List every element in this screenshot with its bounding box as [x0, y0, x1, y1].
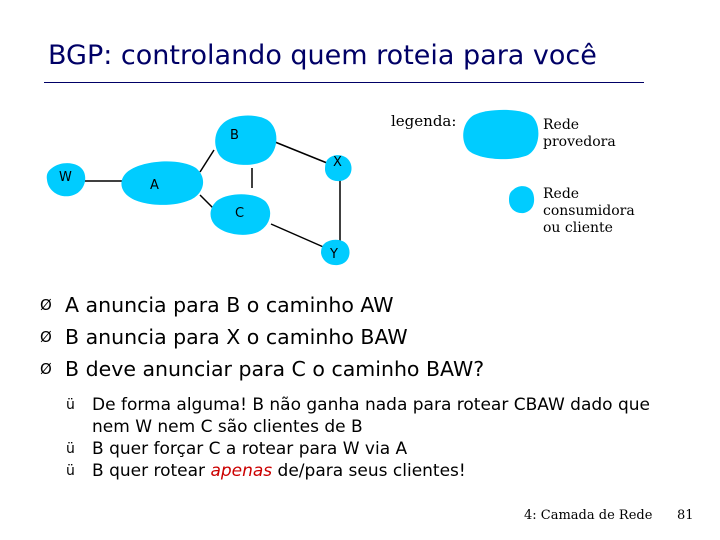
- node-label-a: A: [150, 178, 159, 193]
- legend-customer-label: Rede consumidora ou cliente: [543, 186, 635, 236]
- sub-bullet-item: ü B quer forçar C a rotear para W via A: [66, 439, 408, 459]
- legend-provider-swatch: [463, 110, 538, 159]
- node-label-w: W: [59, 170, 72, 185]
- highlight-apenas: apenas: [210, 461, 273, 481]
- network-a: [121, 161, 203, 205]
- link-a-c: [200, 195, 214, 209]
- page-number: 81: [677, 508, 694, 523]
- network-b: [215, 115, 276, 164]
- link-a-b: [200, 150, 214, 172]
- link-b-x: [275, 142, 332, 165]
- checkmark-icon: ü: [66, 397, 75, 413]
- arrow-bullet-icon: Ø: [40, 328, 52, 346]
- legend-heading: legenda:: [391, 112, 457, 130]
- sub-bullet-list: [66, 394, 666, 482]
- node-label-c: C: [235, 206, 245, 221]
- checkmark-icon: ü: [66, 441, 75, 457]
- arrow-bullet-icon: Ø: [40, 360, 52, 378]
- checkmark-icon: ü: [66, 463, 75, 479]
- node-label-x: X: [333, 155, 342, 170]
- arrow-bullet-icon: Ø: [40, 296, 52, 314]
- node-label-y: Y: [330, 247, 338, 262]
- sub-bullet-item: ü B quer rotear apenas de/para seus clientes!: [66, 461, 466, 481]
- legend-provider-label: Rede provedora: [543, 117, 616, 150]
- bullet-item: Ø A anuncia para B o caminho AW: [40, 289, 484, 321]
- bullet-item: Ø B deve anunciar para C o caminho BAW?: [40, 353, 484, 385]
- link-c-y: [271, 224, 328, 249]
- legend-customer-swatch: [509, 186, 534, 213]
- bullet-list: [40, 289, 484, 385]
- footer-chapter: 4: Camada de Rede: [524, 508, 653, 523]
- slide-title: BGP: controlando quem roteia para você: [48, 40, 597, 71]
- bullet-item: Ø B anuncia para X o caminho BAW: [40, 321, 484, 353]
- node-label-b: B: [230, 128, 239, 143]
- sub-bullet-item: ü De forma alguma! B não ganha nada para rotear CBAW dado que nem W nem C são clientes de B: [66, 395, 651, 437]
